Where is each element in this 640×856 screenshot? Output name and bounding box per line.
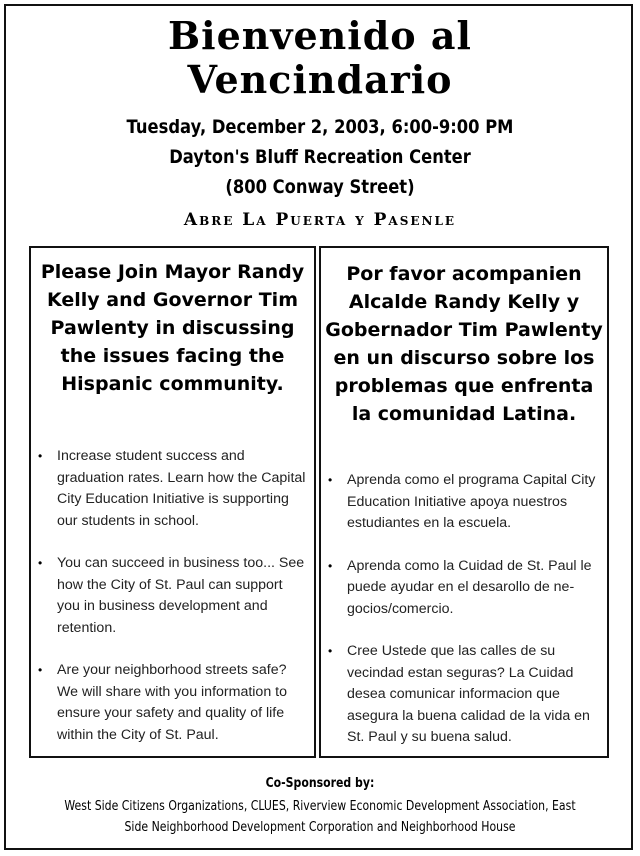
event-datetime: Tuesday, December 2, 2003, 6:00-9:00 PM	[126, 116, 514, 138]
cosponsor-line-2: Side Neighborhood Development Corporation and Neighborhood House	[124, 820, 516, 835]
list-item	[31, 446, 314, 532]
bullet-icon: •	[328, 644, 333, 658]
list-item	[321, 470, 607, 535]
cosponsor-line-1: West Side Citizens Organizations, CLUES, Riverview Economic Development Association, East	[64, 799, 576, 814]
bullet-icon: •	[38, 556, 43, 570]
bullet-text: Aprenda como la Cuidad de St. Paul le puede ayudar en el desarollo de ne-gocios/comercio.	[347, 557, 592, 617]
event-address: (800 Conway Street)	[225, 176, 415, 198]
bullet-text: Are your neighborhood streets safe? We will share with you information to ensure your safety and quality of life within the City of St. Paul.	[57, 662, 287, 743]
bullet-text: Increase student success and graduation rates. Learn how the Capital City Education Initiative is supporting our students in school.	[57, 448, 306, 529]
list-item	[321, 556, 607, 621]
tagline: Abre La Puerta y Pasenle	[183, 210, 457, 230]
bullet-icon: •	[328, 473, 333, 487]
event-venue: Dayton's Bluff Recreation Center	[169, 146, 471, 168]
spanish-panel	[319, 246, 609, 758]
flyer-title-line-1: Bienvenido al	[168, 13, 472, 58]
bullet-icon: •	[328, 558, 333, 573]
list-item	[31, 553, 314, 639]
english-heading: Please Join Mayor Randy Kelly and Governor Tim Pawlenty in discussing the issues facing the Hispanic community.	[40, 261, 305, 395]
cosponsor-heading: Co-Sponsored by:	[265, 776, 375, 791]
bullet-text: Aprenda como el programa Capital City Education Initiative apoya nuestros estudiantes en la escuela.	[347, 472, 596, 531]
bullet-icon: •	[38, 663, 43, 677]
spanish-bullet-list	[321, 470, 607, 758]
bullet-icon: •	[38, 449, 43, 463]
bullet-text: You can succeed in business too... See how the City of St. Paul can support you in business development and retention.	[57, 555, 305, 636]
english-panel	[29, 246, 316, 758]
flyer-title-line-2: Vencindario	[187, 57, 453, 102]
spanish-heading: Por favor acompanien Alcalde Randy Kelly y Gobernador Tim Pawlenty en un discurso sobre los problemas que enfrenta la comunidad Latina.	[325, 263, 603, 425]
list-item	[321, 641, 607, 749]
english-bullet-list	[31, 446, 314, 758]
bullet-text: Cree Ustede que las calles de su vecindad estan seguras? La Cuidad desea comunicar informacion que asegura la buena calidad de la vida en St. Paul y su buena salud.	[347, 643, 590, 745]
list-item	[31, 660, 314, 746]
